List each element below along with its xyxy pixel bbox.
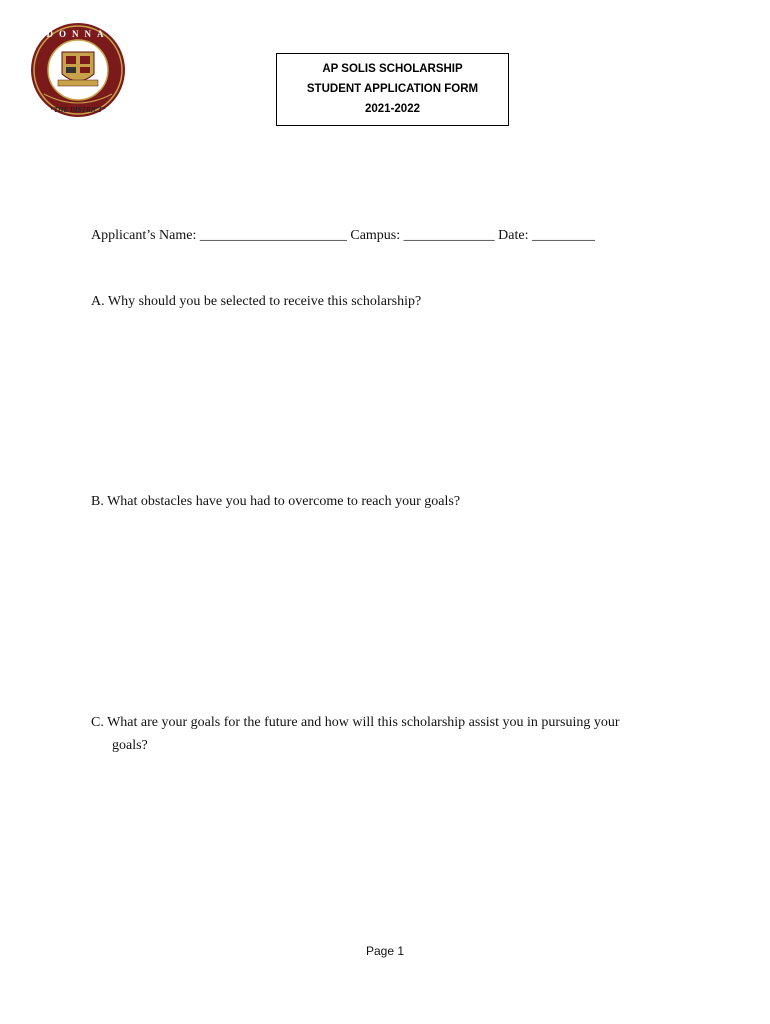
question-b: B. What obstacles have you had to overcome to reach your goals? — [91, 494, 461, 509]
question-a: A. Why should you be selected to receive this scholarship? — [91, 294, 422, 309]
page-number: Page 1 — [365, 944, 405, 958]
question-c-line2: goals? — [112, 738, 148, 753]
scholarship-title: AP SOLIS SCHOLARSHIP — [322, 63, 463, 75]
school-year: 2021-2022 — [365, 103, 420, 115]
form-title-box — [276, 53, 509, 126]
district-tagline: “THE DISTRICT” — [50, 106, 106, 114]
question-c-line1: C. What are your goals for the future and how will this scholarship assist you in pursuing your — [91, 715, 620, 730]
form-title: STUDENT APPLICATION FORM — [306, 83, 479, 95]
svg-text:DONNA: DONNA — [46, 29, 110, 39]
applicant-info-line: Applicant’s Name: _____________________ Campus: _____________ Date: _________ — [91, 228, 595, 243]
